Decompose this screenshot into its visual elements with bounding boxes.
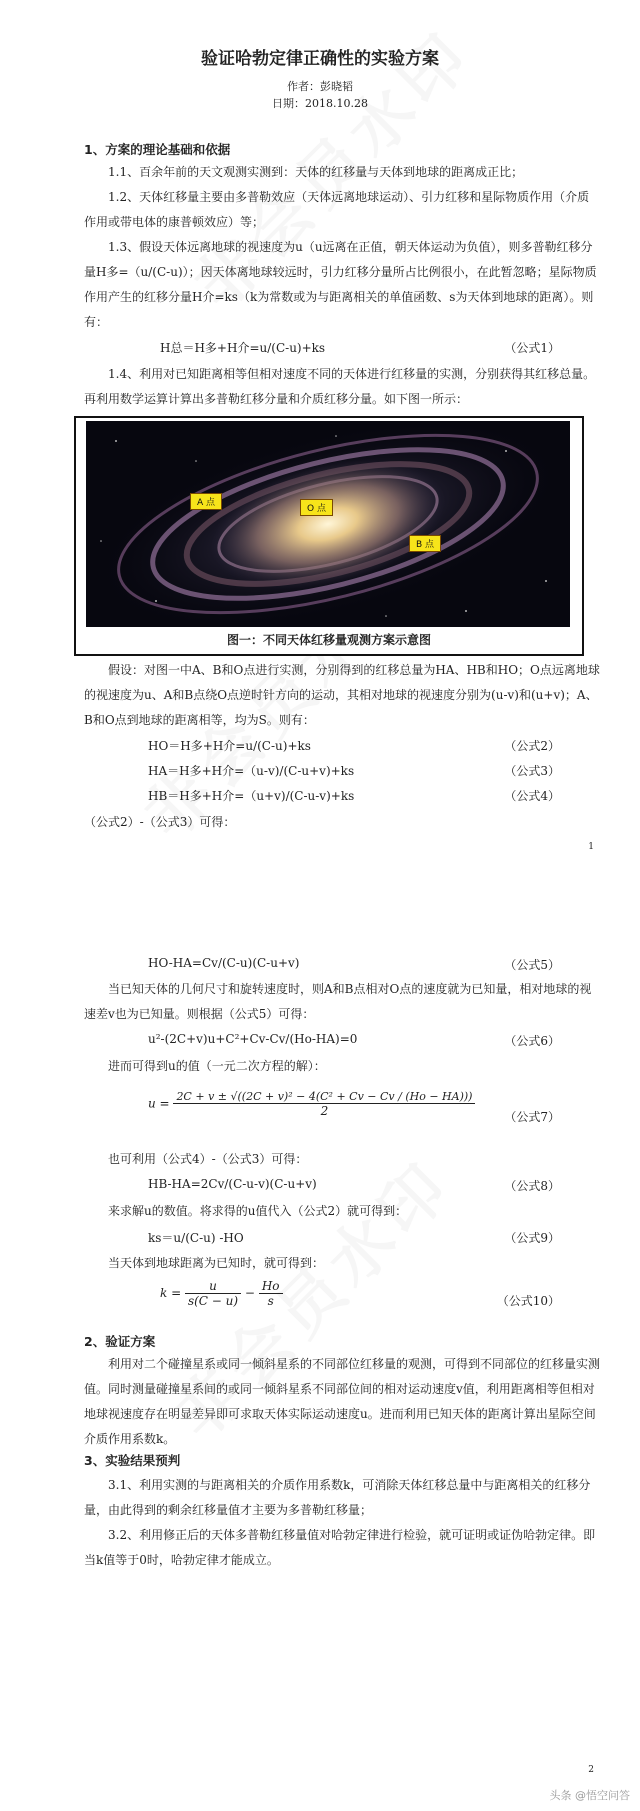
formula-10-numerator-1: u bbox=[185, 1279, 241, 1294]
formula-10-numerator-2: Ho bbox=[259, 1279, 283, 1294]
formula-6: u²-(2C+v)u+C²+Cv-Cv/(Ho-HA)=0 bbox=[148, 1032, 358, 1046]
formula-7-number: （公式7） bbox=[504, 1110, 560, 1124]
formula-5-number: （公式5） bbox=[504, 958, 560, 972]
galaxy-image bbox=[86, 421, 570, 627]
page-number: 2 bbox=[588, 1765, 594, 1775]
formula-1-number: （公式1） bbox=[504, 341, 560, 355]
paragraph-1-3: 1.3、假设天体远离地球的视速度为u（u远离在正值，朝天体运动为负值），则多普勒红移分量H多=（u/(C-u)）；因天体离地球较远时，引力红移分量所占比例很小，在此暂忽略；星际物质作用产生的红移分量H介=ks（k为常数或为与距离相关的单值函数、s为天体到地球的距离）。则有： bbox=[84, 240, 597, 329]
formula-2-number: （公式2） bbox=[504, 739, 560, 753]
paragraph-2-1: 当已知天体的几何尺寸和旋转速度时，则A和B点相对O点的速度就为已知量，相对地球的视速差v也为已知量。则根据（公式5）可得： bbox=[84, 982, 592, 1021]
formula-7-fraction bbox=[173, 1090, 475, 1118]
formula-9: ks＝u/(C-u) -HO bbox=[148, 1231, 244, 1245]
formula-3-number: （公式3） bbox=[504, 764, 560, 778]
section-heading-1: 1、方案的理论基础和依据 bbox=[84, 142, 231, 157]
author-line: 作者：彭晓韬 bbox=[287, 80, 353, 93]
paragraph-1-4: 1.4、利用对已知距离相等但相对速度不同的天体进行红移量的实测，分别获得其红移总量。再利用数学运算计算出多普勒红移分量和介质红移分量。如下图一所示： bbox=[84, 367, 596, 406]
formula-2: HO＝H多+H介=u/(C-u)+ks bbox=[148, 739, 311, 753]
formula-6-number: （公式6） bbox=[504, 1034, 560, 1048]
document-page-2 bbox=[0, 920, 640, 1811]
formula-10 bbox=[160, 1279, 283, 1308]
paragraph-3-2: 3.2、利用修正后的天体多普勒红移量值对哈勃定律进行检验，就可证明或证伪哈勃定律。即当k值等于0时，哈勃定律才能成立。 bbox=[84, 1528, 596, 1567]
figure-caption: 图一：不同天体红移量观测方案示意图 bbox=[226, 633, 431, 647]
formula-4: HB＝H多+H介=（u+v)/(C-u-v)+ks bbox=[148, 789, 355, 803]
formula-10-number: （公式10） bbox=[496, 1294, 560, 1308]
paragraph-2-6: 利用对二个碰撞星系或同一倾斜星系的不同部位红移量的观测，可得到不同部位的红移量实测值。同时测量碰撞星系间的或同一倾斜星系不同部位间的相对运动速度v值，利用距离相等但相对地球视速度存在明显差异即可求取天体实际运动速度u。进而利用已知天体的距离计算出星际空间介质作用系数k。 bbox=[84, 1357, 601, 1446]
formula-8-number: （公式8） bbox=[504, 1179, 560, 1193]
point-b-label: B 点 bbox=[409, 535, 441, 552]
formula-9-number: （公式9） bbox=[504, 1231, 560, 1245]
paragraph-1-1: 1.1、百余年前的天文观测实测到：天体的红移量与天体到地球的距离成正比； bbox=[108, 165, 524, 179]
formula-5: HO-HA=Cv/(C-u)(C-u+v) bbox=[148, 956, 300, 970]
section-heading-2: 2、验证方案 bbox=[84, 1334, 156, 1349]
formula-7-numerator: 2C + v ± √((2C + v)² − 4(C² + Cv − Cv / (Ho − HA))) bbox=[173, 1090, 475, 1104]
paragraph-2-5: 当天体到地球距离为已知时，就可得到： bbox=[108, 1256, 325, 1270]
formula-8: HB-HA=2Cv/(C-u-v)(C-u+v) bbox=[148, 1177, 317, 1191]
formula-10-lhs: k = bbox=[160, 1286, 182, 1300]
point-o-label: O 点 bbox=[300, 499, 333, 516]
point-a-label: A 点 bbox=[190, 493, 222, 510]
formula-10-fraction-2 bbox=[259, 1279, 283, 1308]
document-title: 验证哈勃定律正确性的实验方案 bbox=[201, 49, 439, 69]
section-heading-3: 3、实验结果预判 bbox=[84, 1453, 181, 1468]
date-line: 日期：2018.10.28 bbox=[272, 97, 368, 110]
formula-1: H总＝H多+H介=u/(C-u)+ks bbox=[160, 341, 326, 355]
formula-7 bbox=[148, 1090, 475, 1118]
formula-3: HA＝H多+H介=（u-v)/(C-u+v)+ks bbox=[148, 764, 355, 778]
paragraph-1-5: 假设：对图一中A、B和O点进行实测，分别得到的红移总量为HA、HB和HO；O点远离地球的视速度为u、A和B点绕O点逆时针方向的运动，其相对地球的视速度分别为(u-v)和(u+v)；A、B和O点到地球的距离相等，均为S。则有： bbox=[84, 663, 600, 727]
source-watermark: 头条 @悟空问答 bbox=[549, 1789, 630, 1802]
figure-1 bbox=[74, 416, 584, 656]
formula-4-number: （公式4） bbox=[504, 789, 560, 803]
paragraph-2-3: 也可利用（公式4）-（公式3）可得： bbox=[108, 1152, 308, 1166]
paragraph-3-1: 3.1、利用实测的与距离相关的介质作用系数k，可消除天体红移总量中与距离相关的红移分量，由此得到的剩余红移量值才主要为多普勒红移量； bbox=[84, 1478, 591, 1517]
formula-7-lhs: u = bbox=[148, 1096, 170, 1111]
formula-10-fraction-1 bbox=[185, 1279, 241, 1308]
paragraph-2-4: 来求解u的数值。将求得的u值代入（公式2）就可得到： bbox=[108, 1204, 408, 1218]
formula-7-denominator: 2 bbox=[320, 1104, 329, 1118]
page-number: 1 bbox=[588, 842, 594, 852]
formula-10-denominator-2: s bbox=[267, 1294, 274, 1308]
formula-10-denominator-1: s(C − u) bbox=[187, 1294, 239, 1308]
formula-10-minus: − bbox=[244, 1286, 255, 1300]
paragraph-1-6: （公式2）-（公式3）可得： bbox=[84, 815, 236, 829]
paragraph-1-2: 1.2、天体红移量主要由多普勒效应（天体远离地球运动）、引力红移和星际物质作用（介质作用或带电体的康普顿效应）等； bbox=[84, 190, 590, 229]
paragraph-2-2: 进而可得到u的值（一元二次方程的解）： bbox=[108, 1059, 326, 1073]
